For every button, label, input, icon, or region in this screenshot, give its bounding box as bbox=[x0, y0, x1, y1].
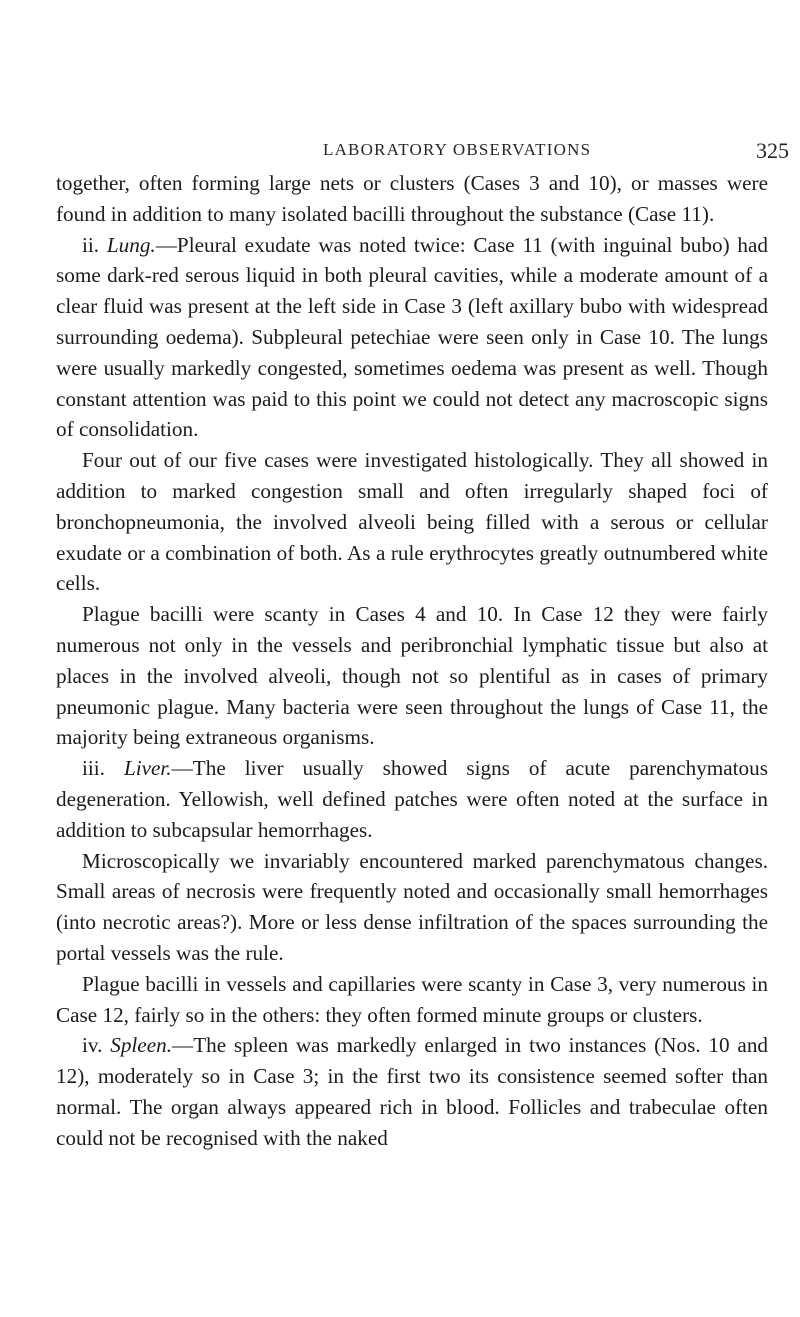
paragraph-text: Four out of our five cases were investigated histologically. They all showed in addition to marked congestion small and often irregularly shaped foci of bronchopneumonia, the involved alveoli being filled with a serous or cellular exudate or a combination of both. As a rule erythrocytes greatly outnumbered white cells. bbox=[56, 448, 768, 596]
section-heading-liver: Liver. bbox=[123, 756, 172, 781]
paragraph-text: —The spleen was markedly enlarged in two instances (Nos. 10 and 12), moderately so in Case 3; in the first two its consistence seemed softer than normal. The organ always appeared rich in blood. Follicles and trabeculae often could not be recognised with the naked bbox=[56, 1033, 769, 1150]
body-text bbox=[56, 168, 768, 1154]
section-number: ii. bbox=[82, 232, 100, 257]
paragraph-text: together, often forming large nets or clusters (Cases 3 and 10), or masses were found in addition to many isolated bacilli throughout the substance (Case 11). bbox=[56, 171, 768, 226]
paragraph-lung-bacilli bbox=[56, 599, 768, 753]
page-number: 325 bbox=[756, 138, 789, 163]
paragraph-text: Plague bacilli in vessels and capillaries were scanty in Case 3, very numerous in Case 12, fairly so in the others: they often formed minute groups or clusters. bbox=[56, 971, 768, 1027]
section-heading-lung: Lung. bbox=[106, 232, 156, 257]
running-head bbox=[0, 140, 800, 170]
paragraph-spleen-continuation bbox=[56, 168, 768, 230]
paragraph-liver bbox=[56, 753, 768, 845]
paragraph-lung bbox=[56, 230, 768, 446]
paragraph-text: Microscopically we invariably encountered marked parenchymatous changes. Small areas of necrosis were frequently noted and occasionally small hemorrhages (into necrotic areas?). More or less dense infiltration of the spaces surrounding the portal vessels was the rule. bbox=[56, 848, 768, 965]
running-title: LABORATORY OBSERVATIONS bbox=[323, 140, 592, 159]
paragraph-text: —Pleural exudate was noted twice: Case 11 (with inguinal bubo) had some dark-red serous liquid in both pleural cavities, while a moderate amount of a clear fluid was present at the left side in Case 3 (left axillary bubo with widespread surrounding oedema). Subpleural petechiae were seen only in Case 10. The lungs were usually markedly congested, sometimes oedema was present as well. Though constant attention was paid to this point we could not detect any macroscopic signs of consolidation. bbox=[56, 232, 768, 442]
paragraph-text: —The liver usually showed signs of acute parenchymatous degeneration. Yellowish, well defined patches were often noted at the surface in addition to subcapsular hemorrhages. bbox=[56, 756, 768, 842]
section-heading-spleen: Spleen. bbox=[110, 1033, 172, 1058]
section-number: iii. bbox=[82, 756, 105, 781]
paragraph-liver-bacilli bbox=[56, 969, 768, 1031]
section-number: iv. bbox=[82, 1033, 103, 1058]
paragraph-lung-histology bbox=[56, 445, 768, 599]
paragraph-liver-microscopy bbox=[56, 846, 768, 969]
paragraph-spleen bbox=[56, 1030, 768, 1153]
paragraph-text: Plague bacilli were scanty in Cases 4 and 10. In Case 12 they were fairly numerous not only in the vessels and peribronchial lymphatic tissue but also at places in the involved alveoli, though not so plentiful as in cases of primary pneumonic plague. Many bacteria were seen throughout the lungs of Case 11, the majority being extraneous organisms. bbox=[56, 602, 768, 750]
